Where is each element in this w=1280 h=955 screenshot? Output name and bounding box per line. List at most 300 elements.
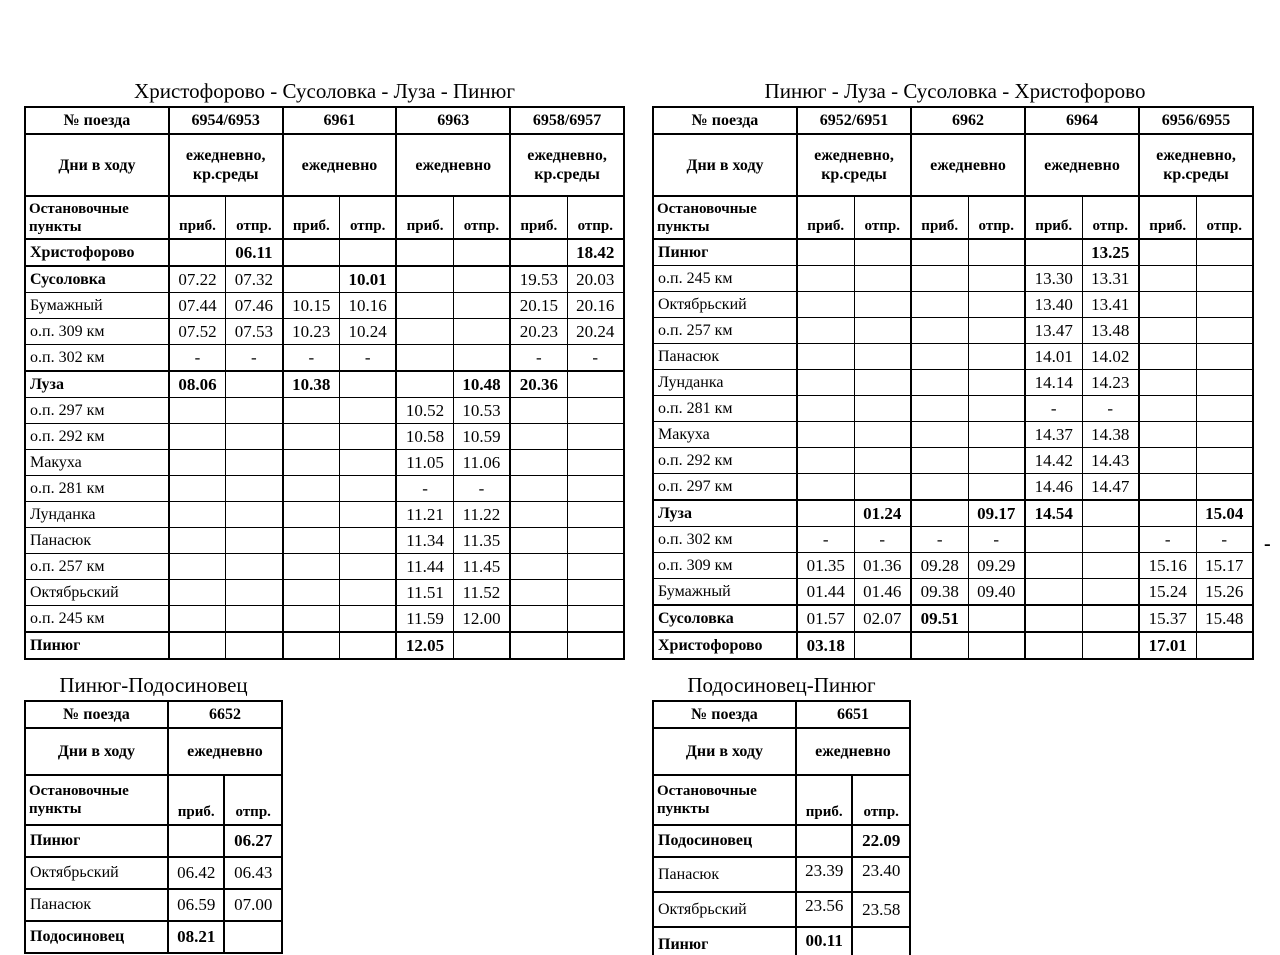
train-number-cell: 6962: [911, 107, 1025, 134]
station-row: [653, 825, 910, 857]
empty-cell: [567, 476, 624, 502]
empty-cell: [911, 318, 968, 344]
time-cell: 10.48: [453, 371, 510, 398]
station-cell: Октябрьский: [25, 580, 169, 606]
dash-cell: -: [339, 345, 396, 372]
empty-cell: [283, 450, 340, 476]
empty-cell: [396, 371, 453, 398]
station-cell: Бумажный: [653, 579, 797, 606]
dash-cell: -: [567, 345, 624, 372]
time-cell: 07.52: [169, 319, 226, 345]
empty-cell: [968, 266, 1025, 292]
time-cell: 06.27: [224, 825, 282, 857]
station-row: [25, 825, 282, 857]
dep-header-cell: отпр.: [968, 196, 1025, 239]
time-cell: 13.25: [1082, 239, 1139, 266]
time-cell: 06.43: [224, 857, 282, 889]
empty-cell: [396, 319, 453, 345]
empty-cell: [224, 921, 282, 953]
empty-cell: [567, 450, 624, 476]
time-cell: 15.26: [1196, 579, 1253, 606]
empty-cell: [1196, 344, 1253, 370]
time-cell: 13.40: [1025, 292, 1082, 318]
empty-cell: [1139, 500, 1196, 527]
empty-cell: [226, 632, 283, 659]
train-number-cell: 6964: [1025, 107, 1139, 134]
empty-cell: [1196, 632, 1253, 659]
time-cell: 14.01: [1025, 344, 1082, 370]
time-cell: 10.53: [453, 398, 510, 424]
time-cell: 10.52: [396, 398, 453, 424]
empty-cell: [854, 448, 911, 474]
empty-cell: [169, 528, 226, 554]
station-cell: Сусоловка: [653, 605, 797, 632]
dep-header-cell: отпр.: [852, 775, 910, 825]
timetable-title: Пинюг-Подосиновец: [59, 673, 248, 697]
station-row: [25, 606, 624, 633]
station-cell: о.п. 302 км: [25, 345, 169, 372]
days-cell: ежедневно: [168, 728, 282, 775]
arr-header-cell: приб.: [911, 196, 968, 239]
time-cell: 01.46: [854, 579, 911, 606]
train-number-cell: 6958/6957: [510, 107, 624, 134]
empty-cell: [1082, 500, 1139, 527]
time-cell: 23.40: [852, 857, 910, 892]
station-row: [653, 892, 910, 927]
empty-cell: [854, 239, 911, 266]
empty-cell: [339, 450, 396, 476]
arr-header-cell: приб.: [510, 196, 567, 239]
empty-cell: [510, 554, 567, 580]
empty-cell: [169, 398, 226, 424]
time-cell: 10.16: [339, 293, 396, 319]
empty-cell: [854, 396, 911, 422]
empty-cell: [797, 422, 854, 448]
train-no-label-cell: № поезда: [25, 701, 168, 728]
empty-cell: [339, 632, 396, 659]
empty-cell: [968, 344, 1025, 370]
dep-header-cell: отпр.: [1082, 196, 1139, 239]
empty-cell: [1196, 318, 1253, 344]
station-cell: Пинюг: [653, 239, 797, 266]
train-number-cell: 6651: [796, 701, 910, 728]
empty-cell: [510, 476, 567, 502]
time-cell: 08.21: [168, 921, 225, 953]
station-row: [25, 239, 624, 266]
time-cell: 01.44: [797, 579, 854, 606]
arr-header-cell: приб.: [169, 196, 226, 239]
time-cell: 01.36: [854, 553, 911, 579]
time-cell: 15.17: [1196, 553, 1253, 579]
empty-cell: [1139, 344, 1196, 370]
station-cell: Подосиновец: [25, 921, 168, 953]
time-cell: 14.14: [1025, 370, 1082, 396]
station-cell: Октябрьский: [25, 857, 168, 889]
station-cell: Пинюг: [25, 825, 168, 857]
empty-cell: [339, 606, 396, 633]
time-cell: 10.38: [283, 371, 340, 398]
empty-cell: [226, 606, 283, 633]
time-cell: 20.24: [567, 319, 624, 345]
empty-cell: [1139, 422, 1196, 448]
station-row: [653, 422, 1253, 448]
time-cell: 07.00: [224, 889, 282, 921]
station-cell: Лунданка: [25, 502, 169, 528]
station-row: [653, 370, 1253, 396]
time-cell: 13.48: [1082, 318, 1139, 344]
days-label-cell: Дни в ходу: [653, 728, 796, 775]
empty-cell: [283, 606, 340, 633]
days-cell: ежедневно, кр.среды: [510, 134, 624, 196]
dash-cell: -: [1196, 527, 1253, 553]
empty-cell: [911, 474, 968, 501]
time-cell: 14.54: [1025, 500, 1082, 527]
empty-cell: [852, 927, 910, 955]
dash-cell: -: [1082, 396, 1139, 422]
station-row: [653, 553, 1253, 579]
station-row: [25, 857, 282, 889]
station-row: [653, 318, 1253, 344]
time-cell: 18.42: [567, 239, 624, 266]
time-cell: 11.05: [396, 450, 453, 476]
empty-cell: [911, 422, 968, 448]
empty-cell: [797, 474, 854, 501]
time-cell: 19.53: [510, 266, 567, 293]
station-row: [25, 528, 624, 554]
station-row: [653, 632, 1253, 659]
empty-cell: [1139, 318, 1196, 344]
empty-cell: [1196, 239, 1253, 266]
empty-cell: [283, 528, 340, 554]
time-cell: 17.01: [1139, 632, 1196, 659]
time-cell: 07.53: [226, 319, 283, 345]
station-row: [653, 927, 910, 955]
time-cell: 07.22: [169, 266, 226, 293]
station-cell: о.п. 257 км: [25, 554, 169, 580]
empty-cell: [567, 606, 624, 633]
train-number-cell: 6652: [168, 701, 282, 728]
station-cell: Октябрьский: [653, 892, 796, 927]
train-no-label-cell: № поезда: [653, 701, 796, 728]
time-cell: 07.46: [226, 293, 283, 319]
empty-cell: [567, 528, 624, 554]
dash-cell: -: [1025, 396, 1082, 422]
arr-header-cell: приб.: [1139, 196, 1196, 239]
empty-cell: [797, 239, 854, 266]
time-cell: 13.31: [1082, 266, 1139, 292]
empty-cell: [797, 318, 854, 344]
arr-header-cell: приб.: [283, 196, 340, 239]
timetable-grid: [652, 106, 1254, 660]
station-cell: Октябрьский: [653, 292, 797, 318]
empty-cell: [510, 632, 567, 659]
empty-cell: [283, 239, 340, 266]
empty-cell: [339, 239, 396, 266]
station-cell: Подосиновец: [653, 825, 796, 857]
days-label-cell: Дни в ходу: [25, 728, 168, 775]
empty-cell: [968, 632, 1025, 659]
dash-cell: -: [854, 527, 911, 553]
station-row: [653, 448, 1253, 474]
station-row: [653, 266, 1253, 292]
arr-header-cell: приб.: [796, 775, 853, 825]
time-cell: 11.45: [453, 554, 510, 580]
empty-cell: [169, 424, 226, 450]
time-cell: 14.02: [1082, 344, 1139, 370]
station-row: [653, 527, 1253, 553]
time-cell: 14.37: [1025, 422, 1082, 448]
empty-cell: [854, 344, 911, 370]
station-row: [25, 450, 624, 476]
station-row: [25, 921, 282, 953]
train-number-cell: 6963: [396, 107, 510, 134]
station-cell: Христофорово: [653, 632, 797, 659]
station-cell: Христофорово: [25, 239, 169, 266]
stops-header-cell: Остановочные пункты: [25, 775, 168, 825]
station-row: [653, 239, 1253, 266]
time-cell: 20.03: [567, 266, 624, 293]
dash-cell: -: [1139, 527, 1196, 553]
empty-cell: [854, 292, 911, 318]
empty-cell: [283, 424, 340, 450]
time-cell: 09.28: [911, 553, 968, 579]
station-row: [25, 371, 624, 398]
time-cell: 11.52: [453, 580, 510, 606]
empty-cell: [510, 239, 567, 266]
days-cell: ежедневно: [396, 134, 510, 196]
days-cell: ежедневно: [283, 134, 397, 196]
time-cell: 10.01: [339, 266, 396, 293]
empty-cell: [339, 554, 396, 580]
station-row: [25, 398, 624, 424]
empty-cell: [854, 266, 911, 292]
station-cell: Луза: [653, 500, 797, 527]
empty-cell: [797, 292, 854, 318]
time-cell: 14.46: [1025, 474, 1082, 501]
empty-cell: [283, 554, 340, 580]
train-number-cell: 6956/6955: [1139, 107, 1253, 134]
station-cell: Луза: [25, 371, 169, 398]
empty-cell: [567, 554, 624, 580]
train-number-cell: 6952/6951: [797, 107, 911, 134]
dash-cell: -: [510, 345, 567, 372]
time-cell: 09.51: [911, 605, 968, 632]
time-cell: 01.24: [854, 500, 911, 527]
empty-cell: [396, 345, 453, 372]
empty-cell: [854, 318, 911, 344]
time-cell: 20.23: [510, 319, 567, 345]
empty-cell: [911, 396, 968, 422]
time-cell: 12.00: [453, 606, 510, 633]
time-cell: 23.39: [796, 857, 853, 892]
station-row: [25, 266, 624, 293]
train-no-label-cell: № поезда: [653, 107, 797, 134]
empty-cell: [1196, 292, 1253, 318]
station-row: [25, 502, 624, 528]
dep-header-cell: отпр.: [453, 196, 510, 239]
empty-cell: [169, 502, 226, 528]
time-cell: 07.32: [226, 266, 283, 293]
time-cell: 09.38: [911, 579, 968, 606]
empty-cell: [797, 370, 854, 396]
empty-cell: [1196, 266, 1253, 292]
empty-cell: [567, 580, 624, 606]
time-cell: 06.42: [168, 857, 225, 889]
empty-cell: [169, 554, 226, 580]
arr-header-cell: приб.: [396, 196, 453, 239]
empty-cell: [968, 396, 1025, 422]
station-cell: о.п. 309 км: [25, 319, 169, 345]
empty-cell: [226, 502, 283, 528]
station-cell: о.п. 297 км: [653, 474, 797, 501]
station-cell: о.п. 297 км: [25, 398, 169, 424]
time-cell: 14.23: [1082, 370, 1139, 396]
empty-cell: [453, 293, 510, 319]
station-cell: Лунданка: [653, 370, 797, 396]
empty-cell: [396, 239, 453, 266]
empty-cell: [339, 502, 396, 528]
timetable-block-pinyug-podosinovets: [24, 674, 283, 954]
empty-cell: [797, 266, 854, 292]
time-cell: 07.44: [169, 293, 226, 319]
station-cell: Макуха: [25, 450, 169, 476]
empty-cell: [510, 450, 567, 476]
empty-cell: [567, 424, 624, 450]
empty-cell: [226, 528, 283, 554]
empty-cell: [567, 502, 624, 528]
time-cell: 10.15: [283, 293, 340, 319]
empty-cell: [1025, 553, 1082, 579]
empty-cell: [911, 500, 968, 527]
empty-cell: [854, 632, 911, 659]
empty-cell: [283, 632, 340, 659]
station-row: [653, 857, 910, 892]
empty-cell: [1082, 579, 1139, 606]
empty-cell: [1196, 474, 1253, 501]
station-cell: Панасюк: [25, 528, 169, 554]
time-cell: 11.21: [396, 502, 453, 528]
station-cell: Сусоловка: [25, 266, 169, 293]
timetable-podosinovets-pinyug: [652, 700, 911, 955]
empty-cell: [453, 345, 510, 372]
days-cell: ежедневно, кр.среды: [169, 134, 283, 196]
empty-cell: [1196, 448, 1253, 474]
time-cell: 11.51: [396, 580, 453, 606]
station-row: [25, 632, 624, 659]
station-cell: Панасюк: [653, 857, 796, 892]
empty-cell: [453, 266, 510, 293]
empty-cell: [968, 370, 1025, 396]
time-cell: 10.24: [339, 319, 396, 345]
timetable-grid: [652, 700, 911, 955]
empty-cell: [911, 266, 968, 292]
empty-cell: [1025, 605, 1082, 632]
empty-cell: [510, 580, 567, 606]
dash-cell: -: [226, 345, 283, 372]
time-cell: 15.48: [1196, 605, 1253, 632]
empty-cell: [453, 239, 510, 266]
time-cell: 23.58: [852, 892, 910, 927]
dep-header-cell: отпр.: [226, 196, 283, 239]
time-cell: 10.59: [453, 424, 510, 450]
stops-header-cell: Остановочные пункты: [25, 196, 169, 239]
dash-cell: -: [968, 527, 1025, 553]
empty-cell: [510, 502, 567, 528]
station-cell: о.п. 245 км: [653, 266, 797, 292]
empty-cell: [567, 632, 624, 659]
station-cell: о.п. 281 км: [25, 476, 169, 502]
days-cell: ежедневно: [911, 134, 1025, 196]
time-cell: 09.40: [968, 579, 1025, 606]
empty-cell: [1139, 292, 1196, 318]
timetable-pinyug-khristoforovo: [652, 106, 1258, 660]
arr-header-cell: приб.: [168, 775, 225, 825]
station-cell: о.п. 245 км: [25, 606, 169, 633]
dep-header-cell: отпр.: [339, 196, 396, 239]
empty-cell: [1139, 239, 1196, 266]
timetable-block-podosinovets-pinyug: [652, 674, 911, 955]
station-cell: о.п. 302 км: [653, 527, 797, 553]
time-cell: 02.07: [854, 605, 911, 632]
empty-cell: [1082, 632, 1139, 659]
days-label-cell: Дни в ходу: [653, 134, 797, 196]
empty-cell: [968, 474, 1025, 501]
station-row: [25, 319, 624, 345]
empty-cell: [1025, 579, 1082, 606]
empty-cell: [1082, 553, 1139, 579]
timetable-title: Христофорово - Сусоловка - Луза - Пинюг: [134, 79, 515, 103]
time-cell: 11.35: [453, 528, 510, 554]
empty-cell: [567, 371, 624, 398]
empty-cell: [1082, 527, 1139, 553]
empty-cell: [226, 450, 283, 476]
time-cell: 11.06: [453, 450, 510, 476]
station-cell: о.п. 292 км: [25, 424, 169, 450]
empty-cell: [1139, 448, 1196, 474]
stops-header-cell: Остановочные пункты: [653, 196, 797, 239]
time-cell: 14.38: [1082, 422, 1139, 448]
train-number-cell: 6961: [283, 107, 397, 134]
station-cell: Бумажный: [25, 293, 169, 319]
time-cell: 10.23: [283, 319, 340, 345]
days-cell: ежедневно: [796, 728, 910, 775]
empty-cell: [453, 632, 510, 659]
dep-header-cell: отпр.: [854, 196, 911, 239]
time-cell: 11.34: [396, 528, 453, 554]
empty-cell: [226, 580, 283, 606]
empty-cell: [283, 502, 340, 528]
station-row: [25, 293, 624, 319]
dash-cell: -: [797, 527, 854, 553]
station-row: [653, 579, 1253, 606]
time-cell: 12.05: [396, 632, 453, 659]
time-cell: 22.09: [852, 825, 910, 857]
empty-cell: [283, 476, 340, 502]
empty-cell: [169, 476, 226, 502]
empty-cell: [510, 528, 567, 554]
empty-cell: [283, 398, 340, 424]
empty-cell: [169, 450, 226, 476]
time-cell: 13.30: [1025, 266, 1082, 292]
empty-cell: [1025, 239, 1082, 266]
arr-header-cell: приб.: [1025, 196, 1082, 239]
time-cell: 11.59: [396, 606, 453, 633]
empty-cell: [226, 398, 283, 424]
time-cell: 09.29: [968, 553, 1025, 579]
empty-cell: [796, 825, 853, 857]
days-cell: ежедневно, кр.среды: [797, 134, 911, 196]
station-row: [653, 500, 1253, 527]
